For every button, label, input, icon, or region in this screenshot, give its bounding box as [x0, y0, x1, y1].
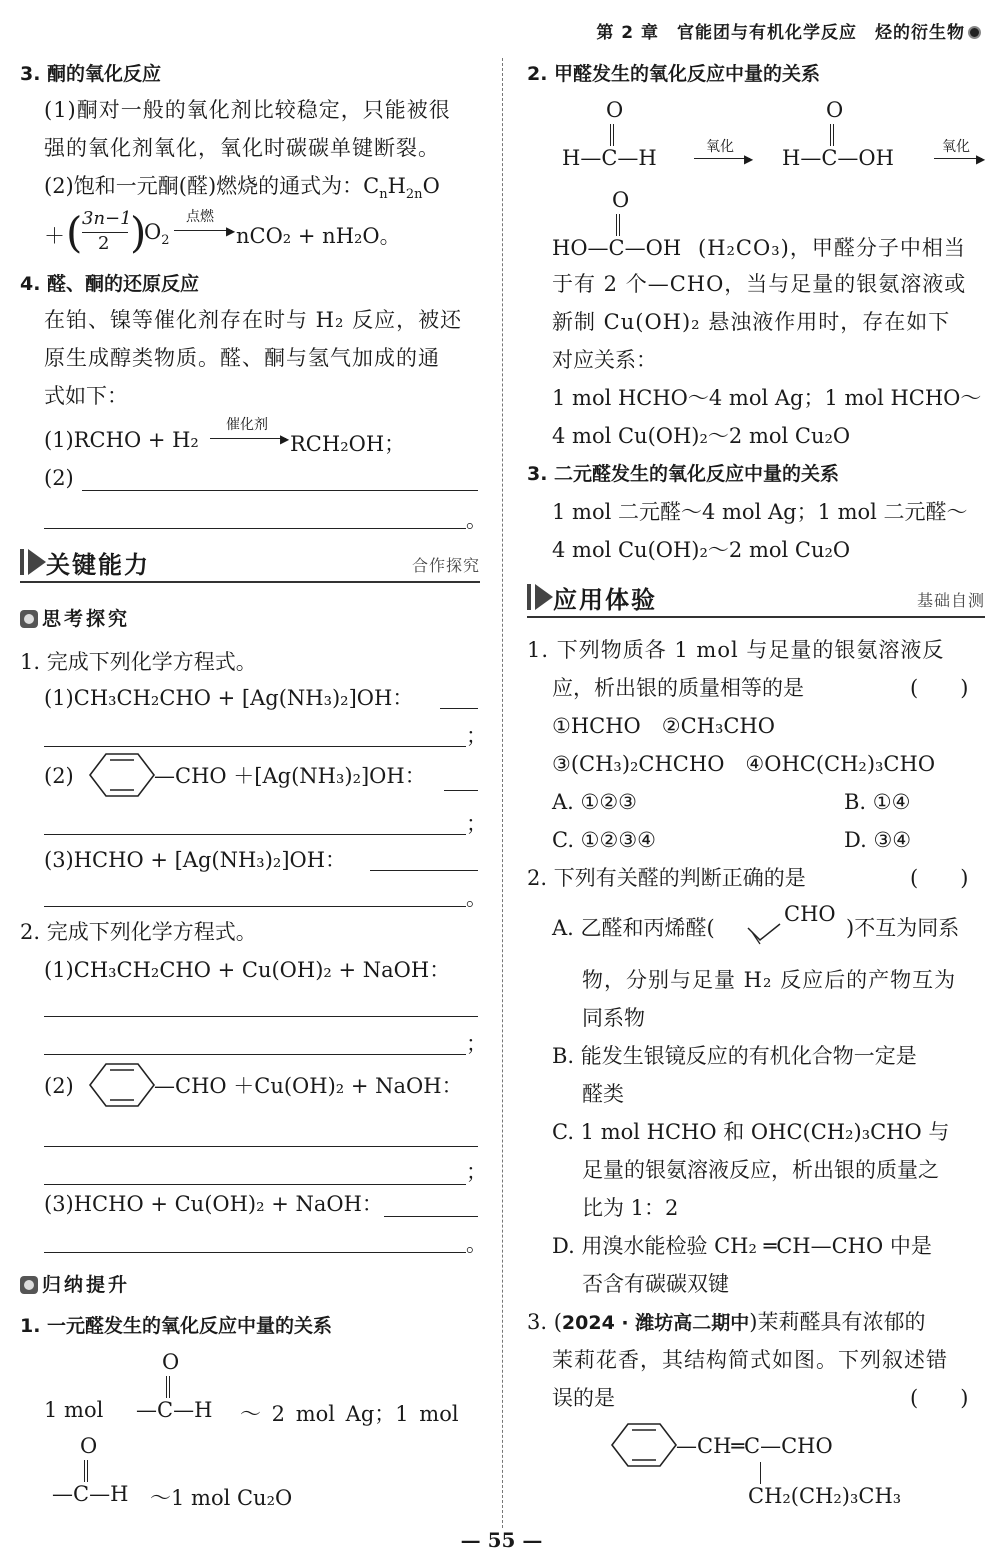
question: 1. 下列物质各 1 mol 与足量的银氨溶液反 [527, 638, 945, 662]
banner-title: 关键能力 [46, 551, 150, 579]
choice-d[interactable]: D. ③④ [844, 828, 912, 852]
answer-blank[interactable] [44, 834, 466, 835]
choice-d[interactable]: D. 用溴水能检验 CH₂ ═CH—CHO 中是 [552, 1234, 932, 1258]
answer-blank[interactable] [44, 1016, 478, 1017]
question: 2. 下列有关醛的判断正确的是 [527, 866, 806, 890]
benzene-ring-icon [612, 1422, 682, 1468]
question-item: —CHO ＋[Ag(NH₃)₂]OH： [154, 764, 426, 788]
choice-text: 否含有碳碳双键 [582, 1272, 729, 1296]
text-line: 强的氧化剂氧化，氧化时碳碳单键断裂。 [44, 136, 440, 160]
banner-subtitle: 合作探究 [411, 556, 480, 575]
punct: 。 [466, 508, 487, 532]
text-line: 新制 Cu(OH)₂ 悬浊液作用时，存在如下 [552, 310, 951, 334]
choice-a[interactable]: A. ①②③ [552, 790, 637, 814]
answer-blank[interactable] [440, 708, 478, 709]
punct: 。 [466, 1232, 487, 1256]
section-banner [527, 580, 985, 618]
answer-blank[interactable] [444, 790, 478, 791]
text-line: 对应关系： [552, 348, 657, 372]
punct: ； [466, 1160, 487, 1184]
text-line: 1 mol HCHO～4 mol Ag；1 mol HCHO～ [552, 386, 982, 410]
question-item: (1)CH₃CH₂CHO + [Ag(NH₃)₂]OH： [44, 686, 414, 710]
section-title: 3. 二元醛发生的氧化反应中量的关系 [527, 463, 840, 485]
choice-b[interactable]: B. ①④ [844, 790, 911, 814]
section-banner [20, 545, 480, 583]
aldehyde-relation: O 1 mol —C—H ～ 2 mol Ag；1 mol O —C—H ～1 mol Cu₂O [44, 1350, 459, 1510]
running-header: 第 2 章 官能团与有机化学反应 烃的衍生物 [596, 18, 981, 43]
question-item: —CHO ＋Cu(OH)₂ + NaOH： [154, 1074, 463, 1098]
formula: CHO [784, 902, 836, 926]
choice-b[interactable]: B. 能发生银镜反应的有机化合物一定是 [552, 1044, 917, 1068]
choice-text: 足量的银氨溶液反应，析出银的质量之 [582, 1158, 939, 1182]
choice-a[interactable]: A. 乙醛和丙烯醛( [552, 916, 715, 940]
circle-badge-icon [20, 610, 38, 628]
question-line: 茉莉花香，其结构简式如图。下列叙述错 [552, 1348, 948, 1372]
formaldehyde-oxidation-scheme: O H—C—H 氧化 ▶ O H—C—OH 氧化 ▶ O [562, 98, 986, 212]
answer-blank[interactable] [44, 1146, 478, 1147]
answer-paren[interactable]: ( ) [910, 866, 969, 890]
text-line: 4 mol Cu(OH)₂～2 mol Cu₂O [552, 538, 851, 562]
choice-c[interactable]: C. 1 mol HCHO 和 OHC(CH₂)₃CHO 与 [552, 1120, 950, 1144]
formula-line: (2)饱和一元酮(醛)燃烧的通式为：$C_nH_{2n}O$ [44, 174, 440, 203]
header-dot-icon [968, 26, 981, 39]
reduction-equation: (1)RCHO + H₂ 催化剂 ▶ RCH₂OH； [44, 417, 406, 456]
circle-badge-icon [20, 1276, 38, 1294]
column-divider [502, 58, 503, 1528]
acrolein-skeleton-icon [746, 922, 786, 946]
banner-subtitle: 基础自测 [916, 591, 985, 610]
page-number: — 55 — [460, 1528, 543, 1552]
answer-blank[interactable] [44, 746, 466, 747]
choice-text: )不互为同系 [846, 916, 960, 940]
punct: 。 [466, 886, 487, 910]
question-item: (1)CH₃CH₂CHO + Cu(OH)₂ + NaOH： [44, 958, 451, 982]
text-line: 4 mol Cu(OH)₂～2 mol Cu₂O [552, 424, 851, 448]
banner-title: 应用体验 [553, 586, 657, 614]
answer-blank[interactable] [44, 1054, 466, 1055]
option-line: ③(CH₃)₂CHCHO ④OHC(CH₂)₃CHO [552, 752, 936, 776]
double-bond [616, 214, 620, 236]
single-bond [760, 1462, 761, 1484]
choice-c[interactable]: C. ①②③④ [552, 828, 656, 852]
section-title: 4. 醛、酮的还原反应 [20, 273, 200, 295]
answer-paren[interactable]: ( ) [910, 676, 969, 700]
benzene-ring-icon [90, 1062, 160, 1108]
question-item-label: (2) [44, 1074, 74, 1098]
answer-blank[interactable] [44, 1252, 466, 1253]
text-line: 原生成醇类物质。醛、酮与氢气加成的通 [44, 346, 440, 370]
answer-blank[interactable] [44, 528, 466, 529]
text-line: (1)酮对一般的氧化剂比较稳定，只能被很 [44, 98, 451, 122]
question-item: (3)HCHO + [Ag(NH₃)₂]OH： [44, 848, 347, 872]
subheading: 归纳提升 [20, 1270, 130, 1297]
benzene-ring-icon [90, 752, 160, 798]
text-line: (H₂CO₃)，甲醛分子中相当 [698, 236, 966, 260]
choice-text: 比为 1：2 [582, 1196, 679, 1220]
option-line: ①HCHO ②CH₃CHO [552, 714, 775, 738]
blank-label: (2) [44, 466, 74, 490]
answer-paren[interactable]: ( ) [910, 1386, 969, 1410]
answer-blank[interactable] [370, 870, 478, 871]
text-line: 1 mol 二元醛～4 mol Ag；1 mol 二元醛～ [552, 500, 968, 524]
punct: ； [466, 724, 487, 748]
jasminaldehyde-formula: —CH═C—CHO [676, 1434, 833, 1458]
choice-text: 物，分别与足量 H₂ 反应后的产物互为 [582, 968, 957, 992]
section-title: 3. 酮的氧化反应 [20, 63, 162, 85]
text-line: 于有 2 个—CHO，当与足量的银氨溶液或 [552, 272, 967, 296]
question: 1. 完成下列化学方程式。 [20, 650, 257, 674]
question: 3. (2024 · 潍坊高二期中)茉莉醛具有浓郁的 [527, 1310, 926, 1334]
jasminaldehyde-sidechain: CH₂(CH₂)₃CH₃ [748, 1484, 902, 1508]
section-title: 1. 一元醛发生的氧化反应中量的关系 [20, 1315, 333, 1337]
question: 2. 完成下列化学方程式。 [20, 920, 257, 944]
punct: ； [466, 812, 487, 836]
combustion-equation: ＋ ( 3n−1 2 ) $O_2$ 点燃 ▶ nCO₂ + nH₂O。 [44, 208, 401, 257]
question-item: (3)HCHO + Cu(OH)₂ + NaOH： [44, 1192, 383, 1216]
choice-text: 同系物 [582, 1006, 645, 1030]
answer-blank[interactable] [44, 906, 466, 907]
subheading: 思考探究 [20, 604, 130, 631]
text-line: 在铂、镍等催化剂存在时与 H₂ 反应，被还 [44, 308, 463, 332]
answer-blank[interactable] [384, 1216, 478, 1217]
question-line: 误的是 [552, 1386, 615, 1410]
choice-text: 醛类 [582, 1082, 624, 1106]
answer-blank[interactable] [82, 490, 478, 491]
answer-blank[interactable] [44, 1184, 466, 1185]
formula: HO—C—OH [552, 236, 682, 260]
punct: ； [466, 1032, 487, 1056]
text-line: 式如下： [44, 384, 128, 408]
question-line: 应，析出银的质量相等的是 [552, 676, 804, 700]
question-item-label: (2) [44, 764, 74, 788]
section-title: 2. 甲醛发生的氧化反应中量的关系 [527, 63, 821, 85]
